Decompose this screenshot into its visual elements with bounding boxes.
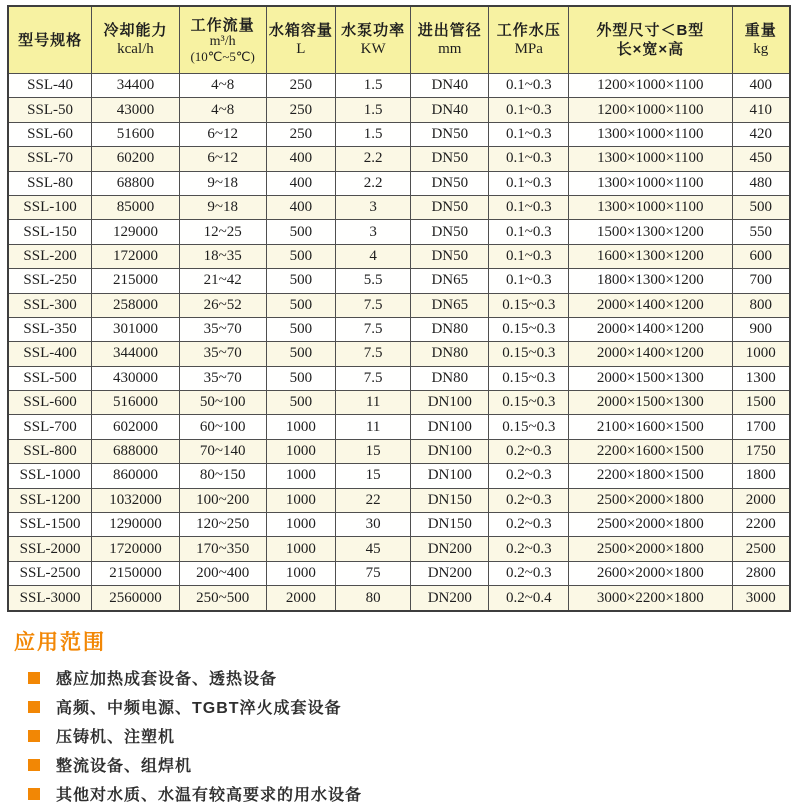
table-cell: 2200×1800×1500 xyxy=(569,464,732,488)
column-header-6 xyxy=(411,6,489,74)
table-cell: SSL-70 xyxy=(8,147,92,171)
table-cell: 250 xyxy=(266,74,336,98)
table-cell: 34400 xyxy=(92,74,180,98)
header-line: 水泵功率 xyxy=(341,22,406,39)
table-cell: 75 xyxy=(336,561,411,585)
table-cell: 2.2 xyxy=(336,171,411,195)
table-cell: 500 xyxy=(266,391,336,415)
table-cell: 1720000 xyxy=(92,537,180,561)
table-cell: 170~350 xyxy=(179,537,266,561)
table-cell: 9~18 xyxy=(179,195,266,219)
table-row xyxy=(8,98,790,122)
table-cell: 2100×1600×1500 xyxy=(569,415,732,439)
table-cell: 60200 xyxy=(92,147,180,171)
table-cell: SSL-400 xyxy=(8,342,92,366)
table-cell: 250~500 xyxy=(179,586,266,611)
table-cell: 0.1~0.3 xyxy=(489,147,569,171)
table-cell: SSL-300 xyxy=(8,293,92,317)
table-cell: 45 xyxy=(336,537,411,561)
table-cell: 1.5 xyxy=(336,74,411,98)
table-cell: 450 xyxy=(732,147,790,171)
table-cell: 1700 xyxy=(732,415,790,439)
table-cell: 400 xyxy=(266,171,336,195)
table-cell: 15 xyxy=(336,464,411,488)
table-cell: 1500×1300×1200 xyxy=(569,220,732,244)
table-cell: DN50 xyxy=(411,244,489,268)
table-cell: 0.15~0.3 xyxy=(489,317,569,341)
table-cell: 550 xyxy=(732,220,790,244)
table-cell: 0.15~0.3 xyxy=(489,293,569,317)
table-cell: SSL-1200 xyxy=(8,488,92,512)
header-line: 工作流量 xyxy=(190,16,255,34)
application-item xyxy=(28,663,362,692)
table-cell: 0.2~0.3 xyxy=(489,513,569,537)
table-cell: 2000×1500×1300 xyxy=(569,391,732,415)
table-cell: 600 xyxy=(732,244,790,268)
table-cell: DN150 xyxy=(411,488,489,512)
table-cell: DN200 xyxy=(411,586,489,611)
table-cell: DN40 xyxy=(411,98,489,122)
table-cell: 688000 xyxy=(92,439,180,463)
header-line: MPa xyxy=(514,41,543,57)
table-cell: 6~12 xyxy=(179,147,266,171)
table-cell: 1300×1000×1100 xyxy=(569,171,732,195)
table-cell: SSL-60 xyxy=(8,122,92,146)
table-cell: SSL-350 xyxy=(8,317,92,341)
table-cell: SSL-150 xyxy=(8,220,92,244)
table-cell: 1800×1300×1200 xyxy=(569,269,732,293)
table-cell: 2000 xyxy=(732,488,790,512)
table-row xyxy=(8,513,790,537)
table-cell: 1000 xyxy=(732,342,790,366)
header-line: 长×宽×高 xyxy=(616,41,685,58)
table-cell: 35~70 xyxy=(179,366,266,390)
table-row xyxy=(8,537,790,561)
table-cell: DN100 xyxy=(411,464,489,488)
bullet-square-icon xyxy=(28,759,40,771)
table-cell: 7.5 xyxy=(336,293,411,317)
header-line: 进出管径 xyxy=(417,22,482,39)
table-cell: 1000 xyxy=(266,439,336,463)
table-cell: 0.1~0.3 xyxy=(489,269,569,293)
table-cell: 1300 xyxy=(732,366,790,390)
table-cell: SSL-2000 xyxy=(8,537,92,561)
table-cell: 80 xyxy=(336,586,411,611)
table-cell: 500 xyxy=(266,342,336,366)
table-cell: 500 xyxy=(266,317,336,341)
header-line: mm xyxy=(438,41,462,57)
table-cell: 1800 xyxy=(732,464,790,488)
table-row xyxy=(8,195,790,219)
table-cell: 700 xyxy=(732,269,790,293)
table-cell: 1000 xyxy=(266,415,336,439)
bullet-square-icon xyxy=(28,730,40,742)
table-cell: DN200 xyxy=(411,537,489,561)
table-row xyxy=(8,293,790,317)
table-cell: 250 xyxy=(266,98,336,122)
column-header-8 xyxy=(569,6,732,74)
table-cell: 50~100 xyxy=(179,391,266,415)
table-cell: SSL-1000 xyxy=(8,464,92,488)
table-cell: 12~25 xyxy=(179,220,266,244)
table-cell: 30 xyxy=(336,513,411,537)
table-cell: 100~200 xyxy=(179,488,266,512)
table-cell: 2200×1600×1500 xyxy=(569,439,732,463)
table-cell: 200~400 xyxy=(179,561,266,585)
table-cell: 500 xyxy=(732,195,790,219)
table-row xyxy=(8,317,790,341)
table-cell: 7.5 xyxy=(336,317,411,341)
table-row xyxy=(8,74,790,98)
application-item-label: 感应加热成套设备、透热设备 xyxy=(56,671,278,688)
table-cell: 2000×1500×1300 xyxy=(569,366,732,390)
table-cell: 2200 xyxy=(732,513,790,537)
table-cell: 11 xyxy=(336,415,411,439)
table-cell: 250 xyxy=(266,122,336,146)
table-cell: DN50 xyxy=(411,171,489,195)
table-cell: 7.5 xyxy=(336,366,411,390)
application-item xyxy=(28,779,362,803)
table-cell: 11 xyxy=(336,391,411,415)
table-cell: 1750 xyxy=(732,439,790,463)
table-cell: 2500×2000×1800 xyxy=(569,488,732,512)
table-cell: 3000×2200×1800 xyxy=(569,586,732,611)
table-cell: DN50 xyxy=(411,147,489,171)
table-cell: 51600 xyxy=(92,122,180,146)
table-cell: 2500×2000×1800 xyxy=(569,537,732,561)
table-cell: 129000 xyxy=(92,220,180,244)
table-cell: 500 xyxy=(266,269,336,293)
table-cell: SSL-800 xyxy=(8,439,92,463)
table-row xyxy=(8,439,790,463)
application-item-label: 整流设备、组焊机 xyxy=(56,758,193,775)
table-cell: 1000 xyxy=(266,561,336,585)
table-cell: 1300×1000×1100 xyxy=(569,195,732,219)
table-body xyxy=(8,74,790,612)
applications-title: 应用范围 xyxy=(14,631,106,654)
column-header-2 xyxy=(92,6,180,74)
table-row xyxy=(8,464,790,488)
application-item xyxy=(28,750,362,779)
table-row xyxy=(8,415,790,439)
table-cell: DN50 xyxy=(411,220,489,244)
table-cell: 4 xyxy=(336,244,411,268)
table-cell: 500 xyxy=(266,366,336,390)
table-cell: SSL-700 xyxy=(8,415,92,439)
table-cell: 60~100 xyxy=(179,415,266,439)
table-cell: 258000 xyxy=(92,293,180,317)
header-line: 外型尺寸＜B型 xyxy=(596,22,705,39)
table-cell: 0.1~0.3 xyxy=(489,171,569,195)
table-row xyxy=(8,269,790,293)
table-row xyxy=(8,171,790,195)
table-cell: SSL-500 xyxy=(8,366,92,390)
table-cell: 1200×1000×1100 xyxy=(569,74,732,98)
table-cell: 0.2~0.3 xyxy=(489,561,569,585)
table-cell: 2800 xyxy=(732,561,790,585)
table-cell: 1200×1000×1100 xyxy=(569,98,732,122)
table-cell: 85000 xyxy=(92,195,180,219)
table-cell: SSL-50 xyxy=(8,98,92,122)
table-cell: 0.1~0.3 xyxy=(489,74,569,98)
table-cell: 2600×2000×1800 xyxy=(569,561,732,585)
table-cell: 7.5 xyxy=(336,342,411,366)
table-cell: DN100 xyxy=(411,391,489,415)
table-row xyxy=(8,147,790,171)
table-cell: DN80 xyxy=(411,366,489,390)
table-cell: 0.1~0.3 xyxy=(489,220,569,244)
table-cell: 344000 xyxy=(92,342,180,366)
table-row xyxy=(8,244,790,268)
table-cell: 0.15~0.3 xyxy=(489,391,569,415)
table-cell: 35~70 xyxy=(179,342,266,366)
table-header xyxy=(8,6,790,74)
table-cell: 0.1~0.3 xyxy=(489,244,569,268)
table-cell: 1300×1000×1100 xyxy=(569,147,732,171)
table-cell: DN100 xyxy=(411,439,489,463)
header-line: (10℃~5℃) xyxy=(190,48,255,64)
table-cell: 1000 xyxy=(266,537,336,561)
table-cell: 410 xyxy=(732,98,790,122)
table-cell: 4~8 xyxy=(179,98,266,122)
header-line: 工作水压 xyxy=(496,22,561,39)
table-cell: 2000 xyxy=(266,586,336,611)
table-cell: 0.2~0.3 xyxy=(489,537,569,561)
application-item-label: 其他对水质、水温有较高要求的用水设备 xyxy=(56,787,363,803)
header-line: KW xyxy=(360,41,386,57)
table-cell: 0.15~0.3 xyxy=(489,366,569,390)
header-line: m³/h xyxy=(209,33,236,49)
table-cell: 0.15~0.3 xyxy=(489,342,569,366)
column-header-3 xyxy=(179,6,266,74)
table-cell: 6~12 xyxy=(179,122,266,146)
column-header-4 xyxy=(266,6,336,74)
table-cell: 5.5 xyxy=(336,269,411,293)
bullet-square-icon xyxy=(28,788,40,800)
table-cell: 2500×2000×1800 xyxy=(569,513,732,537)
table-row xyxy=(8,561,790,585)
table-cell: 2.2 xyxy=(336,147,411,171)
table-cell: SSL-2500 xyxy=(8,561,92,585)
table-cell: 1290000 xyxy=(92,513,180,537)
table-cell: 301000 xyxy=(92,317,180,341)
table-cell: DN80 xyxy=(411,342,489,366)
table-cell: 1500 xyxy=(732,391,790,415)
table-cell: 0.2~0.3 xyxy=(489,464,569,488)
table-cell: 500 xyxy=(266,244,336,268)
table-cell: DN50 xyxy=(411,122,489,146)
table-row xyxy=(8,122,790,146)
table-row xyxy=(8,488,790,512)
table-cell: 1000 xyxy=(266,488,336,512)
table-cell: 0.2~0.4 xyxy=(489,586,569,611)
bullet-square-icon xyxy=(28,701,40,713)
table-cell: 3 xyxy=(336,220,411,244)
table-cell: 22 xyxy=(336,488,411,512)
table-cell: 4~8 xyxy=(179,74,266,98)
table-cell: 800 xyxy=(732,293,790,317)
header-row xyxy=(8,6,790,74)
table-cell: 1.5 xyxy=(336,122,411,146)
table-cell: 2000×1400×1200 xyxy=(569,342,732,366)
table-cell: 1.5 xyxy=(336,98,411,122)
table-row xyxy=(8,391,790,415)
table-row xyxy=(8,220,790,244)
table-cell: 2000×1400×1200 xyxy=(569,317,732,341)
table-cell: DN150 xyxy=(411,513,489,537)
table-cell: 0.1~0.3 xyxy=(489,98,569,122)
table-cell: DN65 xyxy=(411,293,489,317)
table-cell: DN100 xyxy=(411,415,489,439)
column-header-9 xyxy=(732,6,790,74)
table-cell: 602000 xyxy=(92,415,180,439)
table-cell: DN200 xyxy=(411,561,489,585)
header-line: kcal/h xyxy=(117,41,154,57)
table-cell: 400 xyxy=(732,74,790,98)
table-cell: DN40 xyxy=(411,74,489,98)
application-item-label: 高频、中频电源、TGBT淬火成套设备 xyxy=(56,700,342,717)
application-item-label: 压铸机、注塑机 xyxy=(56,729,176,746)
table-cell: 430000 xyxy=(92,366,180,390)
table-cell: 500 xyxy=(266,293,336,317)
table-cell: 2560000 xyxy=(92,586,180,611)
table-cell: 0.1~0.3 xyxy=(489,122,569,146)
table-cell: 2150000 xyxy=(92,561,180,585)
table-row xyxy=(8,366,790,390)
column-header-1 xyxy=(8,6,92,74)
table-cell: 1000 xyxy=(266,513,336,537)
table-cell: DN80 xyxy=(411,317,489,341)
table-cell: 1000 xyxy=(266,464,336,488)
table-cell: 500 xyxy=(266,220,336,244)
table-cell: DN65 xyxy=(411,269,489,293)
table-cell: 400 xyxy=(266,147,336,171)
table-cell: 26~52 xyxy=(179,293,266,317)
table-cell: SSL-100 xyxy=(8,195,92,219)
column-header-5 xyxy=(336,6,411,74)
table-cell: 80~150 xyxy=(179,464,266,488)
header-line: 水箱容量 xyxy=(268,22,333,39)
table-cell: 1600×1300×1200 xyxy=(569,244,732,268)
table-cell: 68800 xyxy=(92,171,180,195)
table-cell: DN50 xyxy=(411,195,489,219)
table-cell: 900 xyxy=(732,317,790,341)
table-cell: 35~70 xyxy=(179,317,266,341)
table-cell: SSL-1500 xyxy=(8,513,92,537)
table-cell: 15 xyxy=(336,439,411,463)
table-cell: 9~18 xyxy=(179,171,266,195)
column-header-7 xyxy=(489,6,569,74)
bullet-square-icon xyxy=(28,672,40,684)
table-cell: 0.15~0.3 xyxy=(489,415,569,439)
table-cell: 0.1~0.3 xyxy=(489,195,569,219)
table-cell: 18~35 xyxy=(179,244,266,268)
header-line: 冷却能力 xyxy=(103,22,168,39)
header-line: L xyxy=(296,41,306,57)
table-cell: SSL-200 xyxy=(8,244,92,268)
table-cell: 120~250 xyxy=(179,513,266,537)
table-cell: 480 xyxy=(732,171,790,195)
table-cell: 516000 xyxy=(92,391,180,415)
spec-table xyxy=(7,5,791,612)
header-line: 型号规格 xyxy=(18,31,83,49)
table-cell: 400 xyxy=(266,195,336,219)
application-item xyxy=(28,721,362,750)
table-cell: SSL-250 xyxy=(8,269,92,293)
table-cell: 0.2~0.3 xyxy=(489,439,569,463)
table-cell: 43000 xyxy=(92,98,180,122)
table-cell: 2000×1400×1200 xyxy=(569,293,732,317)
table-cell: 860000 xyxy=(92,464,180,488)
table-cell: SSL-40 xyxy=(8,74,92,98)
table-cell: 1300×1000×1100 xyxy=(569,122,732,146)
table-cell: 215000 xyxy=(92,269,180,293)
table-cell: 70~140 xyxy=(179,439,266,463)
header-line: kg xyxy=(753,41,769,57)
table-cell: 3 xyxy=(336,195,411,219)
table-cell: 172000 xyxy=(92,244,180,268)
table-cell: 21~42 xyxy=(179,269,266,293)
table-cell: SSL-80 xyxy=(8,171,92,195)
table-cell: SSL-600 xyxy=(8,391,92,415)
table-cell: 1032000 xyxy=(92,488,180,512)
table-cell: 2500 xyxy=(732,537,790,561)
applications-list xyxy=(28,663,362,803)
table-row xyxy=(8,586,790,611)
table-cell: 420 xyxy=(732,122,790,146)
table-cell: SSL-3000 xyxy=(8,586,92,611)
application-item xyxy=(28,692,362,721)
table-cell: 3000 xyxy=(732,586,790,611)
table-cell: 0.2~0.3 xyxy=(489,488,569,512)
table-row xyxy=(8,342,790,366)
header-line: 重量 xyxy=(744,22,777,39)
